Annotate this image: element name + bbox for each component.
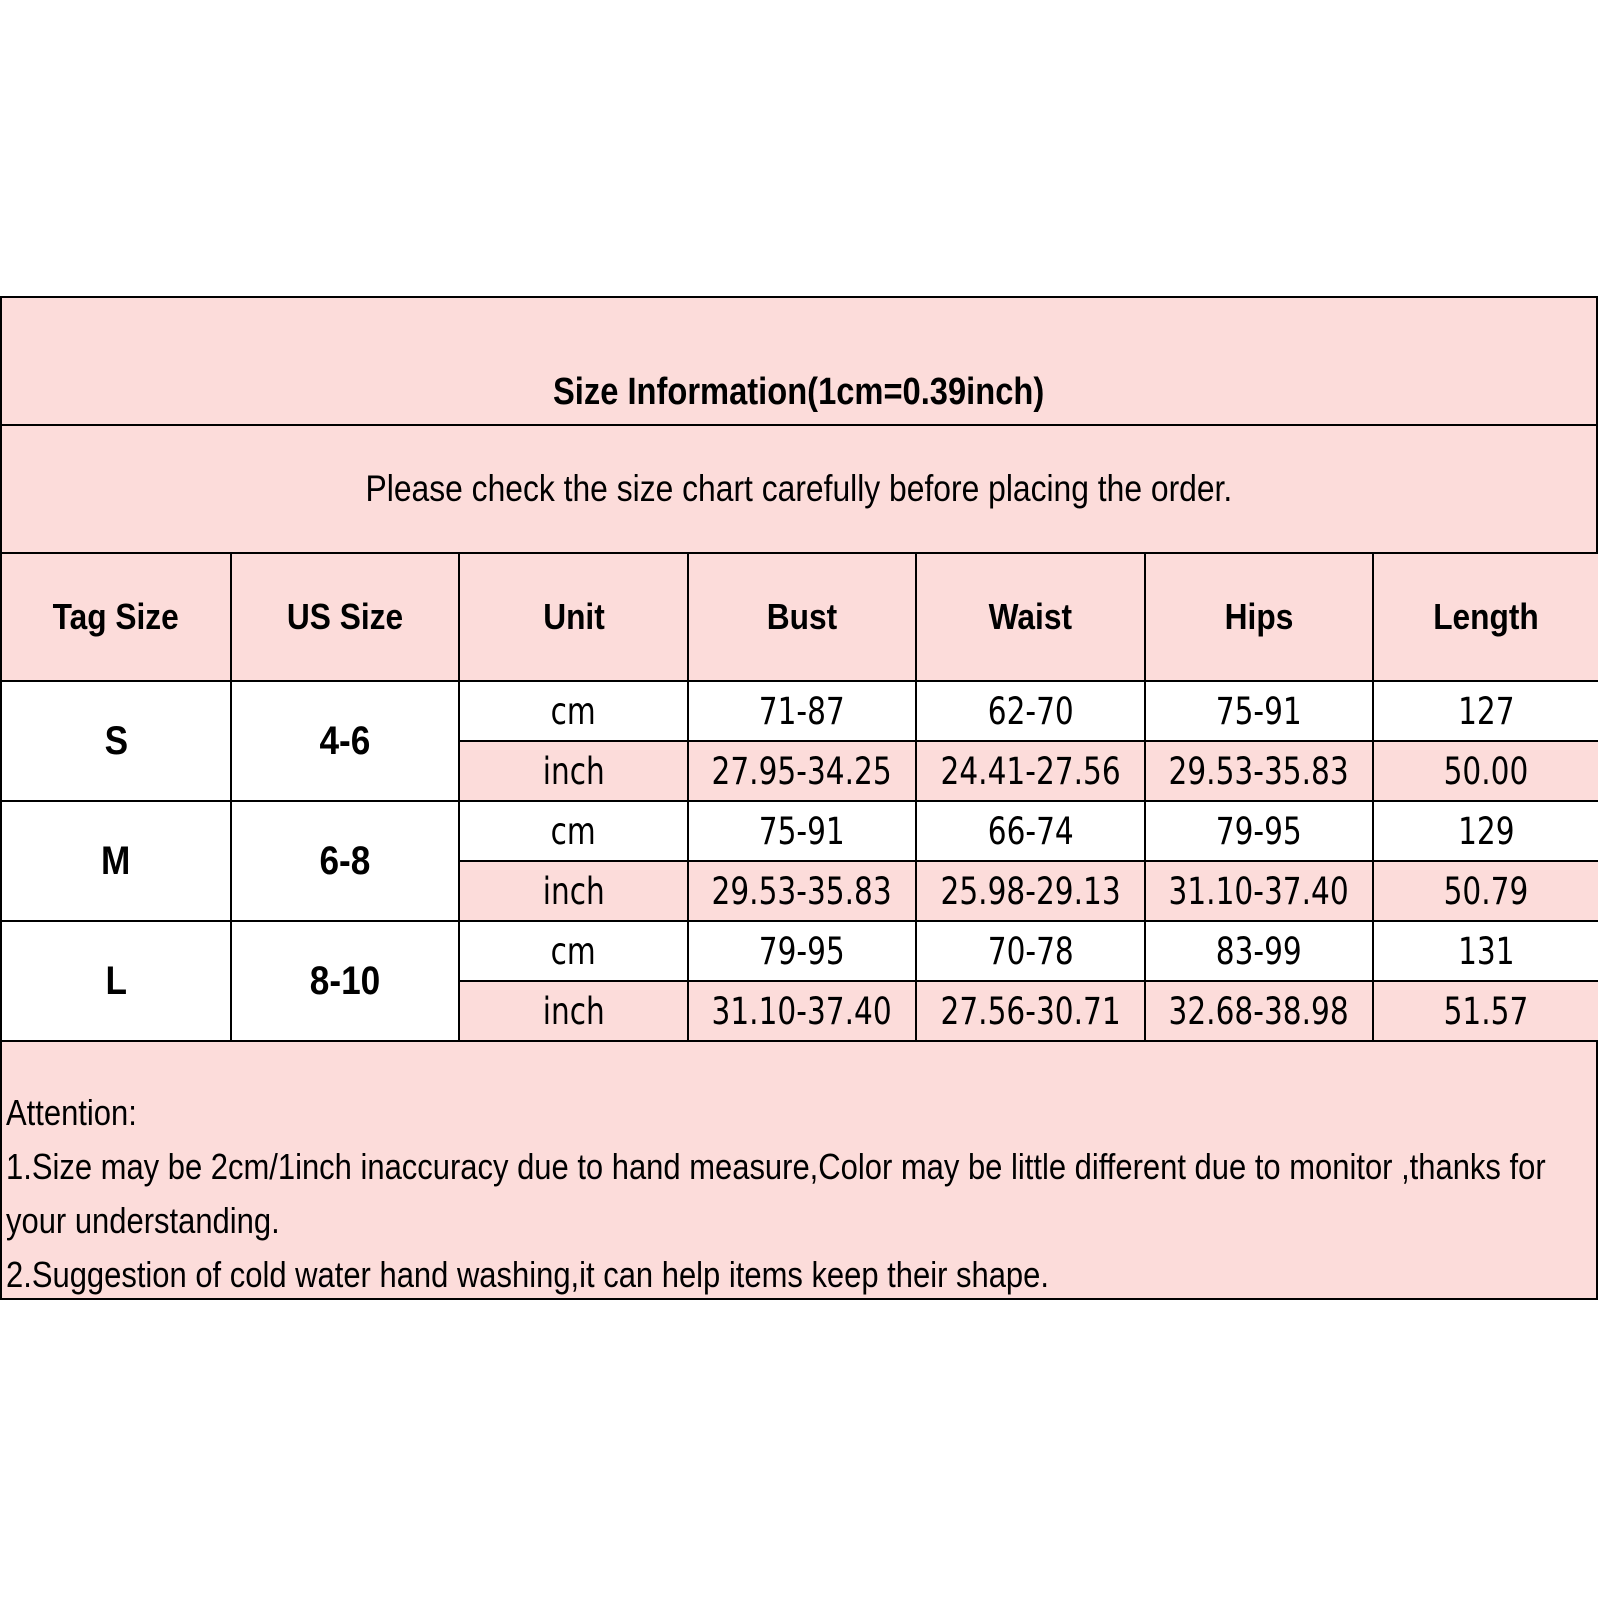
size-chart [0, 296, 1598, 1300]
header-us-size: US Size [231, 554, 459, 681]
hips-cell: 29.53-35.83 [1145, 741, 1373, 801]
attention-heading: Attention: [6, 1092, 137, 1133]
bust-cell: 31.10-37.40 [688, 981, 916, 1040]
bust-cell: 27.95-34.25 [688, 741, 916, 801]
chart-title-row [2, 298, 1596, 426]
header-bust: Bust [688, 554, 916, 681]
bust-cell: 79-95 [688, 921, 916, 981]
us-size-cell: 8-10 [231, 921, 459, 1040]
unit-cell: cm [459, 921, 688, 981]
length-cell: 131 [1373, 921, 1598, 981]
tag-size-cell: L [2, 921, 231, 1040]
tag-size-cell: S [2, 681, 231, 801]
attention-note-2: 2.Suggestion of cold water hand washing,it can help items keep their shape. [6, 1254, 1049, 1295]
hips-cell: 75-91 [1145, 681, 1373, 741]
unit-cell: cm [459, 801, 688, 861]
hips-cell: 32.68-38.98 [1145, 981, 1373, 1040]
attention-note-1: 1.Size may be 2cm/1inch inaccuracy due to hand measure,Color may be little different due to monitor ,thanks for [6, 1146, 1546, 1187]
length-cell: 50.00 [1373, 741, 1598, 801]
unit-cell: inch [459, 861, 688, 921]
chart-title: Size Information(1cm=0.39inch) [553, 371, 1045, 413]
bust-cell: 75-91 [688, 801, 916, 861]
length-cell: 129 [1373, 801, 1598, 861]
waist-cell: 24.41-27.56 [916, 741, 1145, 801]
hips-cell: 31.10-37.40 [1145, 861, 1373, 921]
waist-cell: 66-74 [916, 801, 1145, 861]
tag-size-cell: M [2, 801, 231, 921]
attention-note-1-cont: your understanding. [6, 1200, 280, 1241]
hips-cell: 83-99 [1145, 921, 1373, 981]
us-size-cell: 4-6 [231, 681, 459, 801]
header-length: Length [1373, 554, 1598, 681]
waist-cell: 25.98-29.13 [916, 861, 1145, 921]
waist-cell: 62-70 [916, 681, 1145, 741]
notice-text: Please check the size chart carefully before placing the order. [365, 468, 1233, 509]
length-cell: 50.79 [1373, 861, 1598, 921]
length-cell: 51.57 [1373, 981, 1598, 1040]
header-unit: Unit [459, 554, 688, 681]
header-hips: Hips [1145, 554, 1373, 681]
notice-row [2, 426, 1596, 554]
size-table [2, 554, 1598, 1040]
unit-cell: cm [459, 681, 688, 741]
unit-cell: inch [459, 741, 688, 801]
length-cell: 127 [1373, 681, 1598, 741]
attention-notes [2, 1040, 1596, 1298]
header-row [2, 554, 1598, 681]
waist-cell: 27.56-30.71 [916, 981, 1145, 1040]
header-waist: Waist [916, 554, 1145, 681]
table-row [2, 801, 1598, 861]
hips-cell: 79-95 [1145, 801, 1373, 861]
table-row [2, 681, 1598, 741]
header-tag-size: Tag Size [2, 554, 231, 681]
unit-cell: inch [459, 981, 688, 1040]
waist-cell: 70-78 [916, 921, 1145, 981]
us-size-cell: 6-8 [231, 801, 459, 921]
bust-cell: 29.53-35.83 [688, 861, 916, 921]
bust-cell: 71-87 [688, 681, 916, 741]
table-row [2, 921, 1598, 981]
